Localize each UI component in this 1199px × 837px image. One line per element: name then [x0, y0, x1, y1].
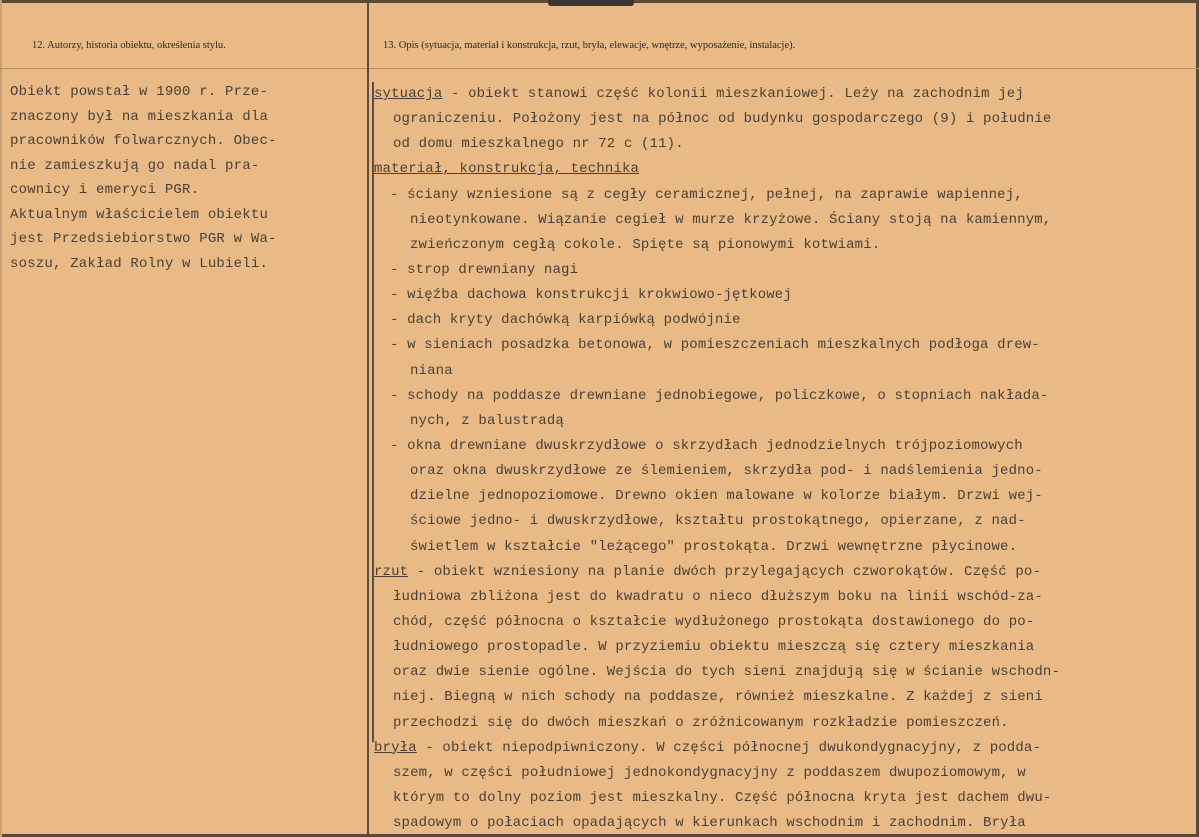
sytuacja-text: - obiekt stanowi część kolonii mieszkaniowej. Leży na zachodnim jej: [442, 86, 1024, 102]
history-line: soszu, Zakład Rolny w Lubieli.: [10, 255, 269, 272]
rzut-keyword: rzut: [374, 563, 409, 580]
bryla-line: szem, w części południowej jednokondygnacyjny z poddaszem dwupoziomowym, w: [393, 764, 1026, 781]
sytuacja-keyword: sytuacja: [374, 86, 443, 102]
material-heading: [374, 157, 1174, 182]
history-line: pracowników folwarcznych. Obec-: [10, 133, 277, 149]
rzut-line: oraz dwie sienie ogólne. Wejścia do tych sieni znajdują się w ścianie wschodn-: [393, 664, 1061, 681]
material-item-line: nych, z balustradą: [410, 412, 564, 429]
rzut-line: łudniowego prostopadle. W przyziemiu obiektu mieszczą się cztery mieszkania: [393, 639, 1035, 656]
material-item-line: ściowe jedno- i dwuskrzydłowe, kształtu prostokątnego, opierzane, z nad-: [410, 513, 1026, 530]
sytuacja-line: od domu mieszkalnego nr 72 c (11).: [393, 136, 684, 153]
rzut-line: [374, 560, 1174, 585]
material-item-line: świetlem w kształcie "leżącego" prostokąta. Drzwi wewnętrzne płycinowe.: [410, 538, 1018, 555]
history-line: nie zamieszkują go nadal pra-: [10, 157, 260, 174]
history-line: jest Przedsiebiorstwo PGR w Wa-: [10, 231, 277, 247]
material-item-line: - schody na poddasze drewniane jednobiegowe, policzkowe, o stopniach nakłada-: [390, 387, 1049, 404]
material-item-line: niana: [410, 362, 453, 379]
material-item-line: - strop drewniany nagi: [390, 261, 579, 278]
history-text: [10, 80, 360, 276]
card-left-edge: [0, 0, 2, 837]
history-section-heading: 12. Autorzy, historia obiektu, określenia stylu.: [32, 40, 226, 51]
header-rule: [0, 68, 1199, 69]
bryla-keyword: bryła: [374, 739, 417, 756]
sytuacja-line: [374, 82, 1174, 107]
sytuacja-line: ograniczeniu. Położony jest na północ od budynku gospodarczego (9) i południe: [393, 111, 1052, 128]
rzut-line: chód, część północna o kształcie wydłużonego prostokąta dostawionego do po-: [393, 613, 1035, 630]
material-item-line: - więźba dachowa konstrukcji krokwiowo-jętkowej: [390, 287, 792, 304]
rzut-line: niej. Biegną w nich schody na poddasze, również mieszkalne. Z każdej z sieni: [393, 689, 1043, 706]
card-top-mark: [548, 0, 634, 6]
material-item-line: - w sieniach posadzka betonowa, w pomieszczeniach mieszkalnych podłoga drew-: [390, 337, 1040, 354]
bryla-line: spadowym o połaciach opadających w kierunkach wschodnim i zachodnim. Bryła: [393, 815, 1026, 832]
rzut-line: łudniowa zbliżona jest do kwadratu o nieco dłuższym boku na linii wschód-za-: [393, 588, 1043, 605]
bryla-line: [374, 736, 1174, 761]
description-section-heading: 13. Opis (sytuacja, materiał i konstrukcja, rzut, bryła, elewacje, wnętrze, wyposażenie, instalacje).: [383, 40, 796, 51]
column-divider: [367, 3, 369, 834]
rzut-line: przechodzi się do dwóch mieszkań o zróżnicowanym rozkładzie pomieszczeń.: [393, 714, 1009, 731]
bryla-text: - obiekt niepodpiwniczony. W części północnej dwukondygnacyjny, z podda-: [416, 739, 1042, 756]
bryla-line: którym to dolny poziom jest mieszkalny. Część północna kryta jest dachem dwu-: [393, 789, 1052, 806]
history-line: cownicy i emeryci PGR.: [10, 182, 200, 198]
material-keyword: materiał, konstrukcja, technika: [374, 161, 640, 178]
history-line: znaczony był na mieszkania dla: [10, 108, 269, 125]
material-item-line: - okna drewniane dwuskrzydłowe o skrzydłach jednodzielnych trójpoziomowych: [390, 437, 1023, 454]
material-item-line: - ściany wzniesione są z cegły ceramicznej, pełnej, na zaprawie wapiennej,: [390, 186, 1023, 203]
history-line: Aktualnym właścicielem obiektu: [10, 206, 269, 223]
material-item-line: - dach kryty dachówką karpiówką podwójnie: [390, 312, 741, 329]
material-item-line: nieotynkowane. Wiązanie cegieł w murze krzyżowe. Ściany stoją na kamiennym,: [410, 211, 1052, 228]
description-text: [374, 82, 1174, 836]
material-item-line: zwieńczonym cegłą cokole. Spięte są pionowymi kotwiami.: [410, 236, 881, 253]
history-line: Obiekt powstał w 1900 r. Prze-: [10, 84, 269, 100]
material-item-line: oraz okna dwuskrzydłowe ze ślemieniem, skrzydła pod- i nadślemienia jedno-: [410, 463, 1043, 480]
rzut-text: - obiekt wzniesiony na planie dwóch przylegających czworokątów. Część po-: [408, 563, 1042, 580]
material-item-line: dzielne jednopoziomowe. Drewno okien malowane w kolorze białym. Drzwi wej-: [410, 488, 1043, 505]
